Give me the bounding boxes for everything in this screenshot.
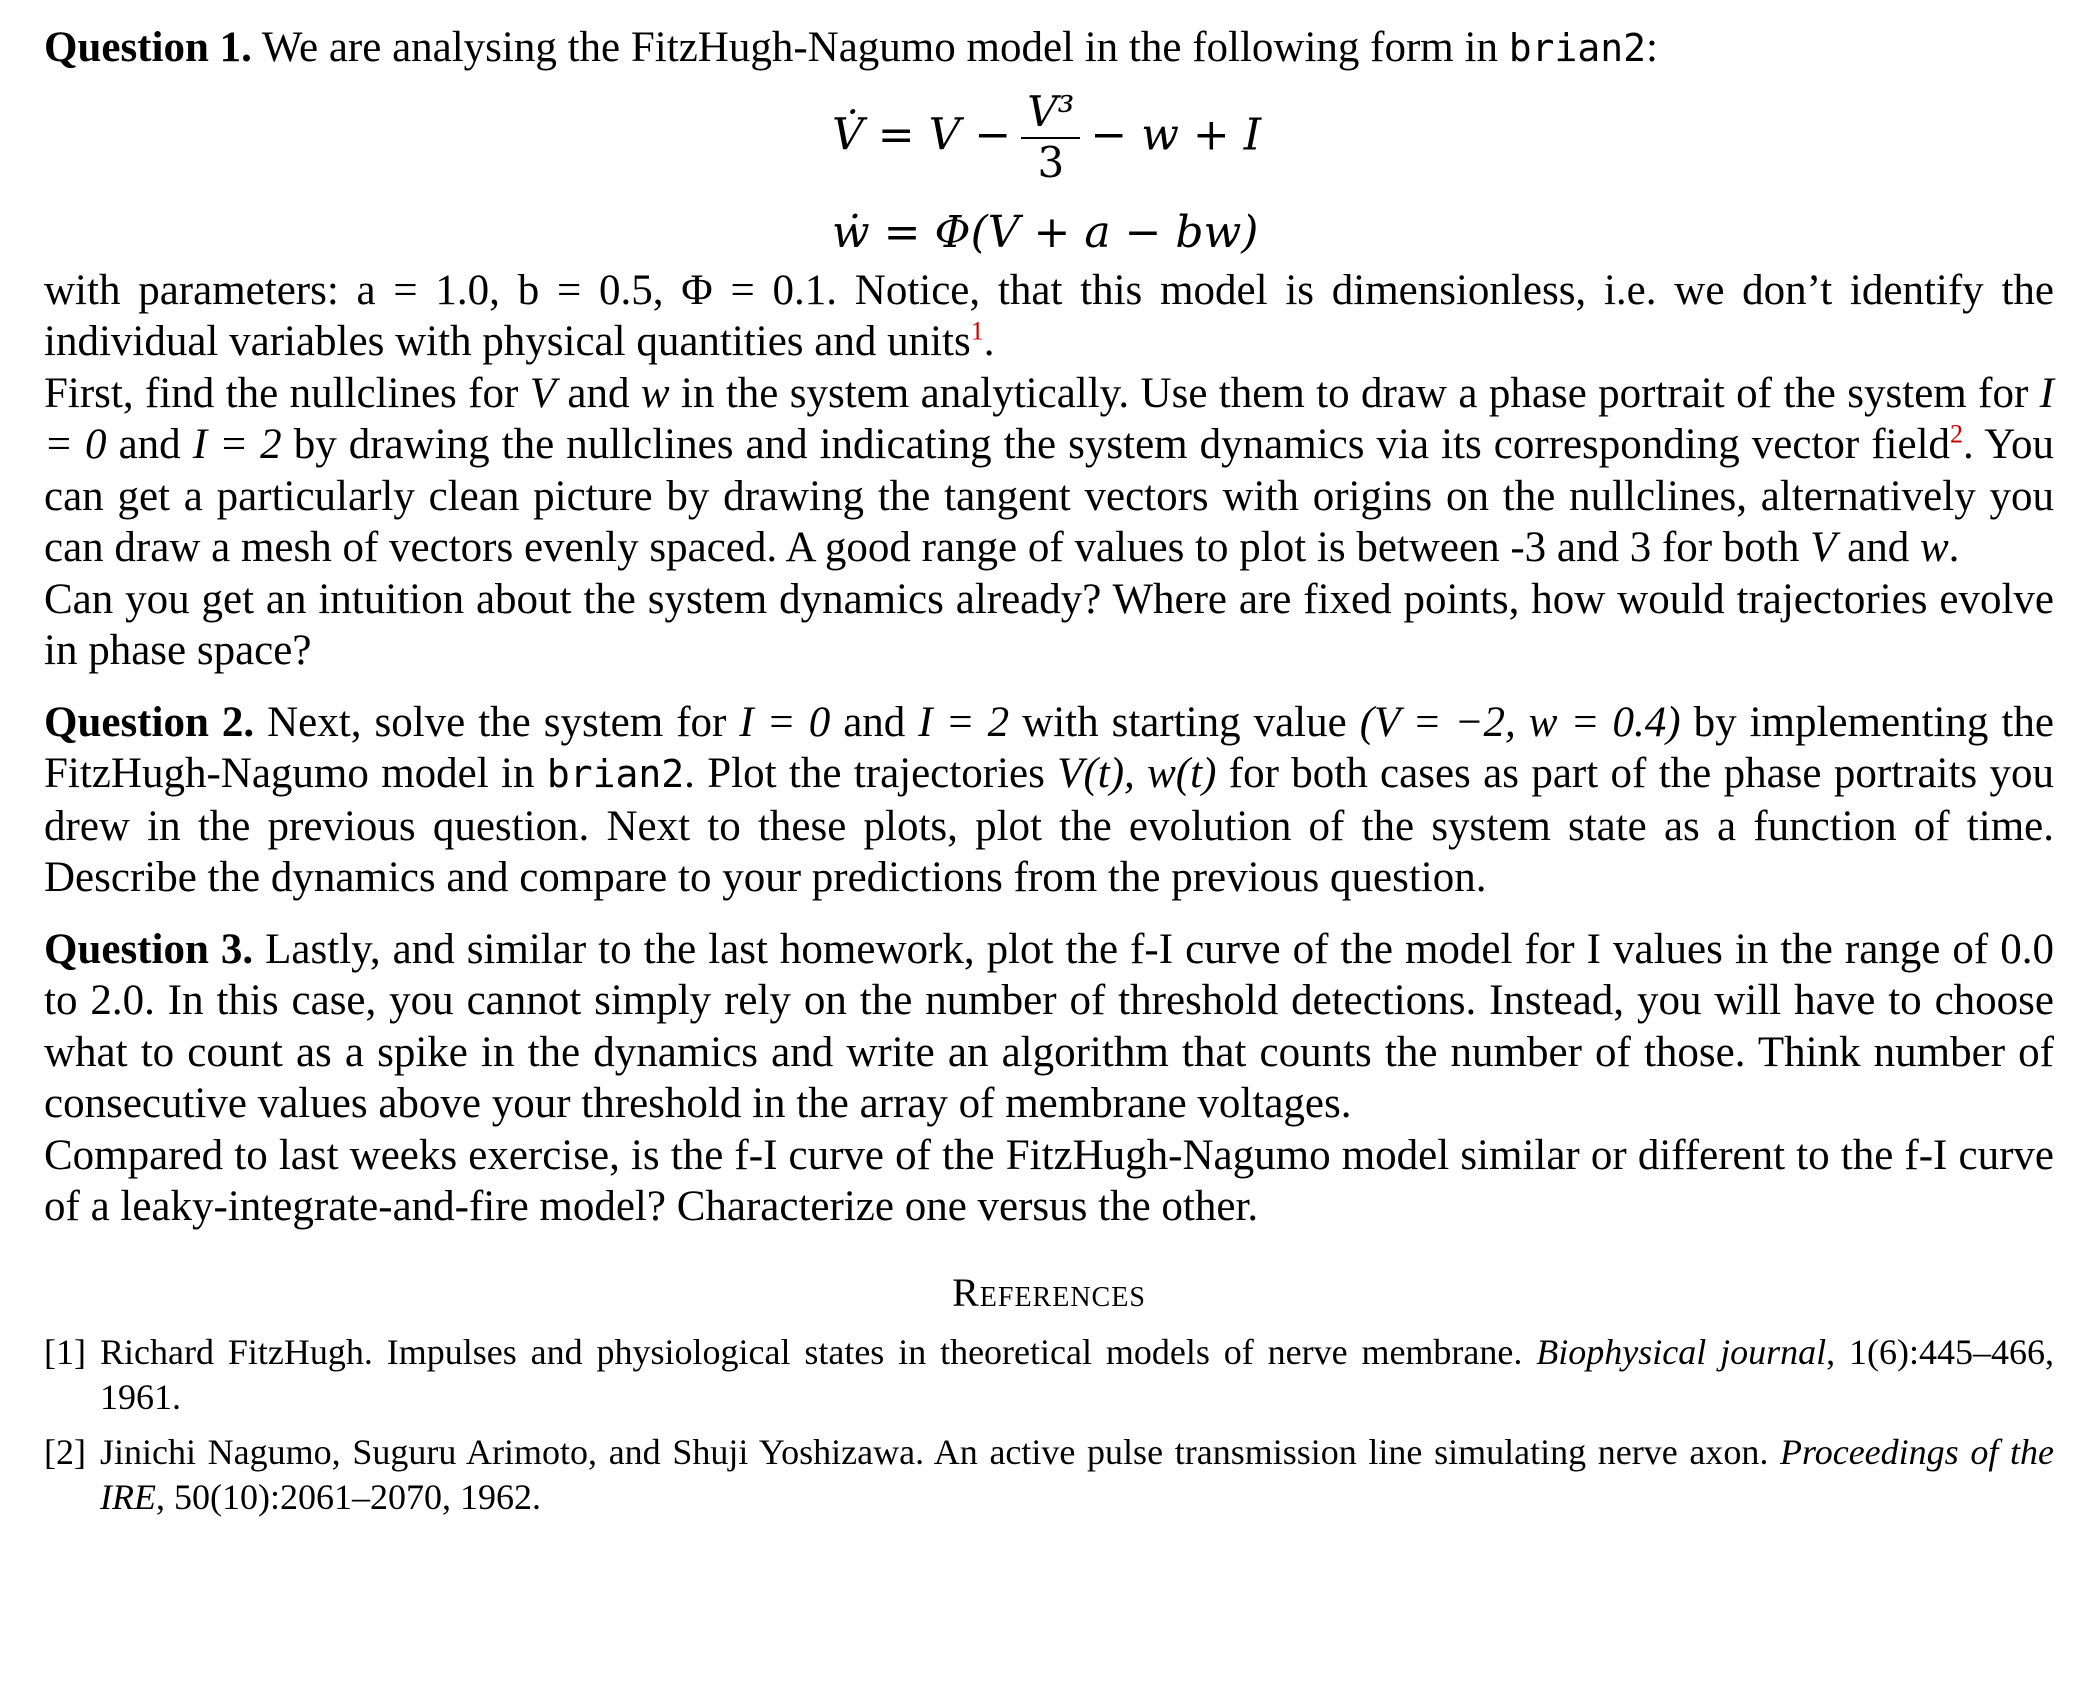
task-i-zero: I = 0 <box>44 369 2054 468</box>
nullcline-task-paragraph <box>44 368 2054 574</box>
references-title: References <box>952 1269 1146 1315</box>
q2-text-2: and <box>830 698 919 746</box>
q2-text-4: by implementing the FitzHugh-Nagumo model in <box>44 698 2054 797</box>
parameters-paragraph <box>44 265 2054 368</box>
spacer <box>44 904 2054 924</box>
task-var-w-2: w <box>1919 524 1949 571</box>
task-var-w: w <box>640 369 670 417</box>
reference-item <box>44 1330 2054 1420</box>
q3-text-1: Lastly, and similar to the last homework, plot the f-I curve of the model for I values in the range of 0.0 to 2.0. In this case, you cannot simply rely on the number of threshold detections. Instead, you will have to choose what to count as a spike in the dynamics and write an algorithm that counts the number of those. Think number of consecutive values above your threshold in the array of membrane voltages. <box>44 925 2054 1127</box>
q2-text-1: Next, solve the system for <box>254 698 740 746</box>
reference-text: Richard FitzHugh. Impulses and physiological states in theoretical models of nerve membrane. <box>100 1331 1537 1372</box>
q2-i-two: I = 2 <box>918 698 1010 746</box>
reference-text: Jinichi Nagumo, Suguru Arimoto, and Shuji Yoshizawa. An active pulse transmission line simulating nerve axon. <box>100 1431 1781 1472</box>
task-text-6: . You can get a particularly clean picture by drawing the tangent vectors with origins on the nullclines, alternatively you can draw a mesh of vectors evenly spaced. A good range of values to plot is between -3 and 3 for both <box>44 421 2054 571</box>
document-page <box>44 22 2054 1520</box>
q2-text-5: . Plot the trajectories <box>684 750 1058 797</box>
reference-details: , 50(10):2061–2070, 1962. <box>155 1476 541 1517</box>
spacer <box>44 1233 2054 1269</box>
equation-v-denominator: 3 <box>1037 137 1065 187</box>
question-3-comparison: Compared to last weeks exercise, is the f-I curve of the FitzHugh-Nagumo model similar or different to the f-I curve of a leaky-integrate-and-fire model? Characterize one versus the other. <box>44 1131 2054 1230</box>
spacer <box>44 677 2054 697</box>
task-text-5: by drawing the nullclines and indicating the system dynamics via its corresponding vector field <box>281 421 1951 468</box>
intuition-question: Can you get an intuition about the system dynamics already? Where are fixed points, how would trajectories evolve in phase space? <box>44 575 2054 674</box>
spacer <box>44 1316 2054 1330</box>
q2-text-3: with starting value <box>1009 698 1360 746</box>
task-text-3: in the system analytically. Use them to draw a phase portrait of the system for <box>669 369 2040 417</box>
question-1-intro <box>44 22 2054 75</box>
question-1-label: Question 1. <box>44 24 252 71</box>
reference-number: [2] <box>44 1431 86 1472</box>
equation-v-rhs: − w + I <box>1090 109 1262 160</box>
reference-journal: Proceedings of the IRE <box>100 1431 2054 1517</box>
reference-journal: Biophysical journal <box>1536 1331 1827 1372</box>
task-var-v: V <box>529 369 557 417</box>
footnote-ref-1[interactable]: 1 <box>970 316 984 346</box>
q2-i-zero: I = 0 <box>739 698 831 746</box>
footnote-ref-2[interactable]: 2 <box>1950 419 1964 449</box>
task-i-two: I = 2 <box>192 421 282 468</box>
question-1-intro-colon: : <box>1645 24 1658 71</box>
spacer <box>44 1420 2054 1430</box>
question-1-intro-text: We are analysing the FitzHugh-Nagumo model in the following form in <box>251 24 1509 71</box>
question-3-label: Question 3. <box>44 925 254 973</box>
task-text-4: and <box>106 421 193 468</box>
model-equations <box>44 75 2054 265</box>
equation-v-numerator: V³ <box>1021 89 1080 139</box>
q2-trajectories: V(t), w(t) <box>1057 750 1217 797</box>
q2-start-value: (V = −2, w = 0.4) <box>1359 698 1681 746</box>
reference-number: [1] <box>44 1331 86 1372</box>
reference-details: , 1(6):445–466, 1961. <box>100 1331 2055 1417</box>
brian2-code: brian2 <box>1508 26 1646 70</box>
task-text-1: First, find the nullclines for <box>44 369 530 417</box>
reference-item <box>44 1430 2054 1520</box>
task-text-2: and <box>556 369 641 417</box>
question-2 <box>44 697 2054 904</box>
question-2-label: Question 2. <box>44 698 255 746</box>
equation-w-dot: ẇ = Φ(V + a − bw) <box>832 206 1259 258</box>
equation-v-lhs: V̇ = V − <box>832 109 1012 160</box>
task-text-7: and <box>1836 524 1920 571</box>
q2-text-6: for both cases as part of the phase portraits you drew in the previous question. Next to these plots, plot the evolution of the system state as a function of time. Describe the dynamics and compare to your predictions from the previous question. <box>44 750 2055 901</box>
parameters-text: with parameters: a = 1.0, b = 0.5, Φ = 0.1. Notice, that this model is dimensionless, i.e. we don’t identify the individual variables with physical quantities and units <box>44 266 2054 365</box>
equation-v-fraction <box>1021 86 1080 187</box>
question-3 <box>44 924 2054 1130</box>
brian2-code-2: brian2 <box>546 752 685 796</box>
task-var-v-2: V <box>1810 524 1837 571</box>
task-text-8: . <box>1948 524 1960 571</box>
equation-v-dot <box>832 86 1262 187</box>
parameters-end: . <box>983 318 995 365</box>
